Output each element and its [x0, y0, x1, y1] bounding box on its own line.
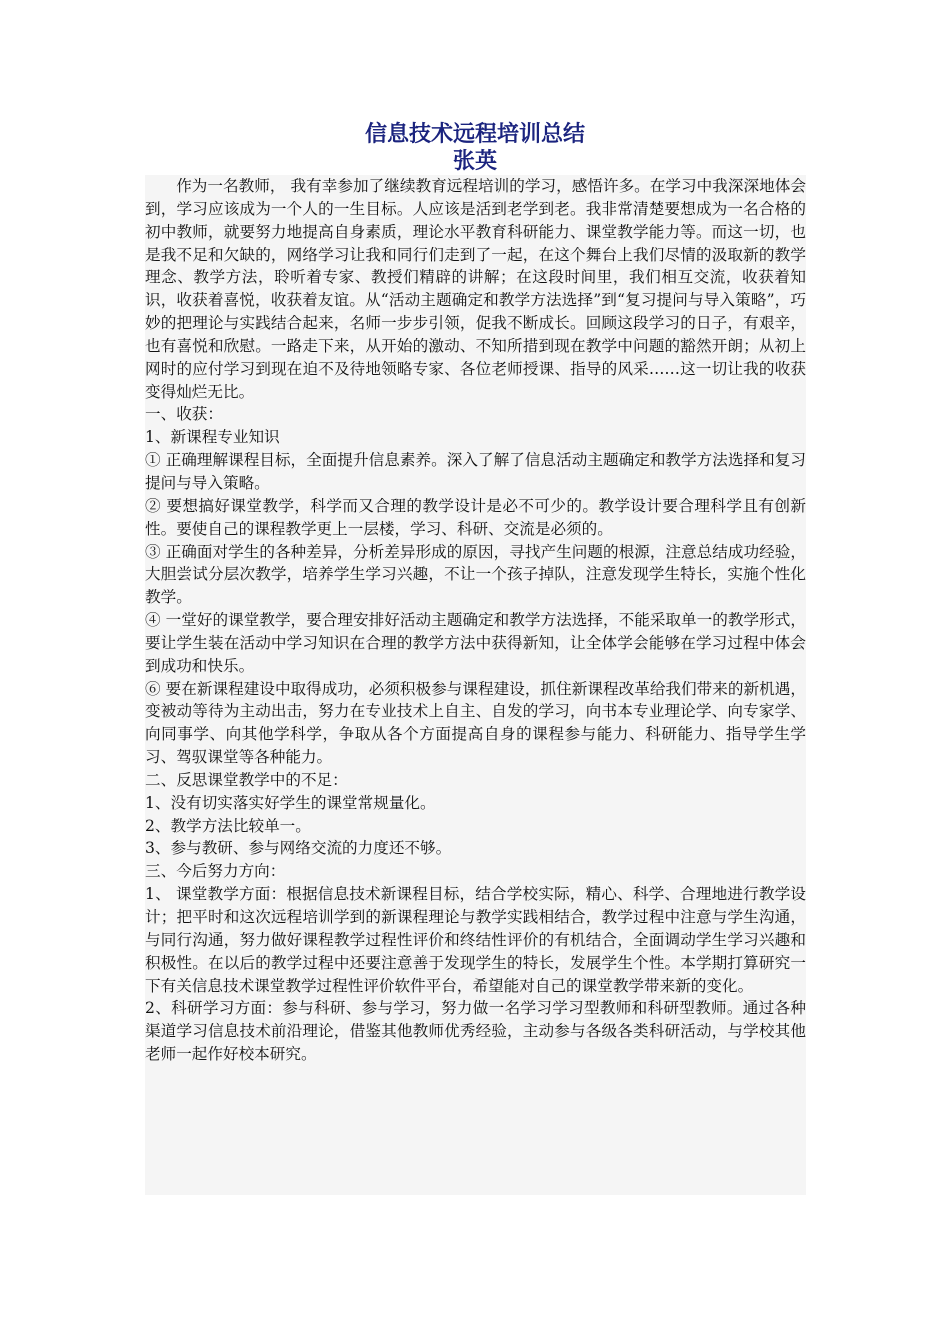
section-heading-future: 三、今后努力方向：: [145, 862, 286, 881]
section-heading-gains: 一、收获：: [145, 405, 223, 424]
list-item: ② 要想搞好课堂教学，科学而又合理的教学设计是必不可少的。教学设计要合理科学且有创新性。要使自己的课程教学更上一层楼，学习、科研、交流是必须的。: [145, 496, 806, 538]
list-item: 1、没有切实落实好学生的课堂常规量化。: [145, 793, 436, 812]
list-item: 2、教学方法比较单一。: [145, 816, 311, 835]
list-item: ③ 正确面对学生的各种差异，分析差异形成的原因，寻找产生问题的根源，注意总结成功经验，大胆尝试分层次教学，培养学生学习兴趣，不让一个孩子掉队，注意发现学生特长，实施个性化教学。: [145, 542, 806, 607]
title-block: [145, 121, 805, 175]
list-item: 1、 课堂教学方面：根据信息技术新课程目标，结合学校实际，精心、科学、合理地进行教学设计；把平时和这次远程培训学到的新课程理论与教学实践相结合，教学过程中注意与学生沟通，与同行沟通，努力做好课程教学过程性评价和终结性评价的有机结合，全面调动学生学习兴趣和积极性。在以后的教学过程中还要注意善于发现学生的特长，发展学生个性。本学期打算研究一下有关信息技术课堂教学过程性评价软件平台，希望能对自己的课堂教学带来新的变化。: [145, 885, 806, 995]
document-title: 信息技术远程培训总结: [364, 122, 585, 147]
list-item: ④ 一堂好的课堂教学，要合理安排好活动主题确定和教学方法选择，不能采取单一的教学形式，要让学生装在活动中学习知识在合理的教学方法中获得新知，让全体学会能够在学习过程中体会到成功和快乐。: [145, 611, 806, 675]
list-item: ⑥ 要在新课程建设中取得成功，必须积极参与课程建设，抓住新课程改革给我们带来的新机遇，变被动等待为主动出击，努力在专业技术上自主、自发的学习，向书本专业理论学、向专家学、向同事学、向其他学科学，争取从各个方面提高自身的课程参与能力、科研能力、指导学生学习、驾驭课堂等各种能力。: [145, 679, 806, 767]
list-item: 2、科研学习方面：参与科研、参与学习，努力做一名学习学习型教师和科研型教师。通过各种渠道学习信息技术前沿理论，借鉴其他教师优秀经验，主动参与各级各类科研活动，与学校其他老师一起作好校本研究。: [145, 999, 806, 1064]
document-body: [145, 175, 806, 1195]
section-heading-shortcomings: 二、反思课堂教学中的不足：: [145, 770, 348, 789]
list-item: 3、参与教研、参与网络交流的力度还不够。: [145, 839, 452, 858]
intro-paragraph: 作为一名教师， 我有幸参加了继续教育远程培训的学习，感悟许多。在学习中我深深地体会到，学习应该成为一个人的一生目标。人应该是活到老学到老。我非常清楚要想成为一名合格的初中教师，就要努力地提高自身素质，理论水平教育科研能力、课堂教学能力等。而这一切，也是我不足和欠缺的，网络学习让我和同行们走到了一起，在这个舞台上我们尽情的汲取新的教学理念、教学方法，聆听着专家、教授们精辟的讲解；在这段时间里，我们相互交流，收获着知识，收获着喜悦，收获着友谊。从“活动主题确定和教学方法选择”到“复习提问与导入策略”，巧妙的把理论与实践结合起来，名师一步步引领，促我不断成长。回顾这段学习的日子，有艰辛，也有喜悦和欣慰。一路走下来，从开始的激动、不知所措到现在教学中问题的豁然开朗；从初上网时的应付学习到现在迫不及待地领略专家、各位老师授课、指导的风采……这一切让我的收获变得灿烂无比。: [145, 177, 806, 401]
subsection-heading: 1、新课程专业知识: [145, 428, 280, 447]
list-item: ① 正确理解课程目标，全面提升信息素养。深入了解了信息活动主题确定和教学方法选择和复习提问与导入策略。: [145, 451, 806, 492]
document-author: 张英: [452, 149, 497, 174]
